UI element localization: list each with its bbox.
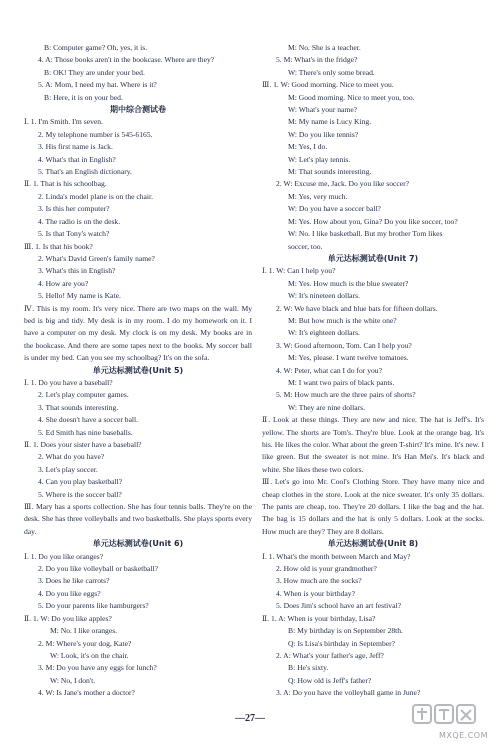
text-line: Ⅲ. 1. W: Good morning. Nice to meet you. [262, 80, 394, 90]
text-line: 4. What's that in English? [38, 154, 116, 164]
text-line: 3. How much are the socks? [276, 576, 362, 586]
text-line: M: No. She is a teacher. [288, 43, 361, 52]
passage-paragraph: Ⅲ. Let's go into Mr. Cool's Clothing Store. They have many nice and cheap clothes in the store. Look at the nice sweater. It's only 35 dollars. The pants are cheap, too. They're 20 dollars. I like the bag and the hat. The bag is 15 dollars and the hat is only 5 dollars. Look at the socks. How much are they? They are 8 dollars. [262, 477, 484, 536]
text-line: Ⅲ. 1. Is that his book? [24, 241, 93, 251]
text-line: Ⅱ. 1. W: Do you like apples? [24, 613, 112, 623]
text-line: 4. A: Those books aren't in the bookcase. Where are they? [38, 55, 215, 65]
section-heading: 单元达标测试卷(Unit 5) [92, 365, 184, 375]
text-line: M: Yes, I do. [288, 142, 328, 152]
text-line: 2. W: We have black and blue bats for fifteen dollars. [276, 303, 438, 313]
section-heading: 期中综合测试卷 [110, 105, 166, 115]
text-line: 5. Where is the soccer ball? [38, 489, 122, 499]
left-column [24, 42, 252, 700]
text-line: 4. W: Is Jane's mother a doctor? [38, 688, 135, 698]
text-line: 2. How old is your grandmother? [276, 564, 377, 574]
text-line: M: Yes, very much. [288, 191, 348, 201]
text-line: 2. Do you like volleyball or basketball? [38, 564, 158, 574]
text-line: 5. M: What's in the fridge? [276, 55, 358, 65]
text-line: 5. Ed Smith has nine baseballs. [38, 427, 133, 437]
text-line: M: Yes. How about you, Gina? Do you like soccer, too? [288, 216, 458, 226]
text-line: Ⅰ. 1. Do you like oranges? [24, 551, 104, 561]
text-line: W: It's eighteen dollars. [288, 328, 360, 338]
text-line: 4. The radio is on the desk. [38, 216, 121, 226]
text-line: Ⅰ. 1. Do you have a baseball? [24, 377, 113, 387]
text-line: W: No, I don't. [50, 675, 96, 685]
section-heading: 单元达标测试卷(Unit 7) [327, 253, 419, 263]
text-line: 3. His first name is Jack. [38, 142, 113, 152]
text-line: 5. Do your parents like hamburgers? [38, 601, 149, 611]
text-line: W: Do you like tennis? [288, 129, 359, 139]
section-heading: 单元达标测试卷(Unit 6) [92, 539, 184, 549]
text-line: Ⅰ. 1. I'm Smith. I'm seven. [24, 117, 103, 127]
text-line: B: Computer game? Oh, yes, it is. [44, 43, 148, 52]
text-line: Ⅰ. 1. W: Can I help you? [262, 266, 336, 276]
text-line: 3. Is this her computer? [38, 204, 110, 214]
text-line: 2. M: Where's your dog, Kate? [38, 638, 132, 648]
text-line: 3. What's this in English? [38, 266, 116, 276]
text-line: 2. W: Excuse me, Jack. Do you like soccer? [276, 179, 410, 189]
text-line: 5. Hello! My name is Kate. [38, 291, 121, 301]
text-line: 3. A: Do you have the volleyball game in June? [276, 688, 421, 698]
text-line: B: Here, it is on your bed. [44, 92, 123, 102]
text-line: M: That sounds interesting. [288, 167, 372, 177]
text-line: 3. Does he like carrots? [38, 576, 110, 586]
text-line: W: What's your name? [288, 105, 358, 115]
section-heading: 单元达标测试卷(Unit 8) [327, 539, 419, 549]
text-line: 5. Does Jim's school have an art festival? [276, 601, 401, 611]
text-line: M: Yes, please. I want twelve tomatoes. [288, 353, 409, 363]
text-line: M: Yes. How much is the blue sweater? [288, 278, 409, 288]
text-line: Q: How old is Jeff's father? [288, 675, 372, 685]
text-line: 2. My telephone number is 545-6165. [38, 129, 153, 139]
text-line: 5. Is that Tony's watch? [38, 229, 110, 239]
text-line: 3. That sounds interesting. [38, 402, 119, 412]
text-line: W: Let's play tennis. [288, 154, 351, 164]
text-line: 2. Let's play computer games. [38, 390, 129, 400]
text-line: B: He's sixty. [288, 663, 329, 673]
text-line: W: They are nine dollars. [288, 402, 365, 412]
text-line: W: Do you have a soccer ball? [288, 204, 381, 214]
text-line: soccer, too. [288, 241, 323, 251]
text-line: 5. M: How much are the three pairs of shorts? [276, 390, 416, 400]
passage-paragraph: Ⅲ. Mary has a sports collection. She has four tennis balls. They're on the desk. She has three volleyballs and two basketballs. She plays sports every day. [24, 502, 252, 536]
text-line: 5. That's an English dictionary. [38, 167, 132, 177]
text-line: 2. A: What's your father's age, Jeff? [276, 650, 384, 660]
text-line: 2. What do you have? [38, 452, 105, 462]
text-line: 4. When is your birthday? [276, 588, 355, 598]
text-line: Ⅱ. 1. Does your sister have a baseball? [24, 440, 142, 449]
text-line: 4. Do you like eggs? [38, 588, 101, 598]
text-line: 5. A: Mom, I need my hat. Where is it? [38, 80, 157, 90]
text-line: 2. Linda's model plane is on the chair. [38, 191, 154, 201]
text-line: M: Good morning. Nice to meet you, too. [288, 92, 415, 102]
text-line: 4. Can you play basketball? [38, 477, 123, 487]
passage-paragraph: Ⅱ. Look at these things. They are new and nice. The hat is Jeff's. It's yellow. The shorts are Tom's. They're blue. Look at the orange bag. It's his. He likes the color. What about the green T-shirt? It's mine. It's new. I like green. But the sweater is not mine. It's Han Mei's. It's black and white. She likes these two colors. [262, 415, 484, 474]
text-line: 3. Let's play soccer. [38, 464, 98, 474]
right-column [262, 42, 484, 700]
text-line: 4. How are you? [38, 278, 89, 288]
text-line: M: No. I like oranges. [50, 626, 118, 636]
text-line: Ⅱ. 1. That is his schoolbag. [24, 179, 107, 189]
text-line: W: No. I like basketball. But my brother Tom likes [288, 229, 443, 239]
text-line: Ⅱ. 1. A: When is your birthday, Lisa? [262, 613, 376, 623]
text-line: Ⅰ. 1. What's the month between March and May? [262, 551, 411, 561]
passage-paragraph: Ⅳ. This is my room. It's very nice. There are two maps on the wall. My bed is big and tidy. My desk is in my room. I do my homework on it. I have a computer on my desk. My clock is on my desk. My books are in the bookcase. And there are some tapes next to the books. My soccer ball is under my bed. Can you see my schoolbag? It's on the sofa. [24, 303, 252, 363]
text-line: W: It's nineteen dollars. [288, 291, 360, 301]
text-line: 4. She doesn't have a soccer ball. [38, 415, 139, 425]
text-line: 2. What's David Green's family name? [38, 253, 155, 263]
text-line: M: I want two pairs of black pants. [288, 377, 395, 387]
text-line: Q: Is Lisa's birthday in September? [288, 638, 396, 648]
text-line: W: Look, it's on the chair. [50, 650, 129, 660]
text-line: M: But how much is the white one? [288, 315, 397, 325]
watermark-text: MXQE.COM [438, 731, 488, 740]
page-number: —27— [235, 713, 265, 724]
text-line: B: OK! They are under your bed. [44, 67, 145, 77]
text-line: 3. W: Good afternoon, Tom. Can I help you? [276, 340, 412, 350]
text-line: 4. W: Peter, what can I do for you? [276, 365, 382, 375]
text-line: B: My birthday is on September 28th. [288, 626, 403, 636]
text-line: W: There's only some bread. [288, 67, 375, 77]
text-line: 3. M: Do you have any eggs for lunch? [38, 663, 157, 673]
text-line: M: My name is Lucy King. [288, 117, 372, 127]
